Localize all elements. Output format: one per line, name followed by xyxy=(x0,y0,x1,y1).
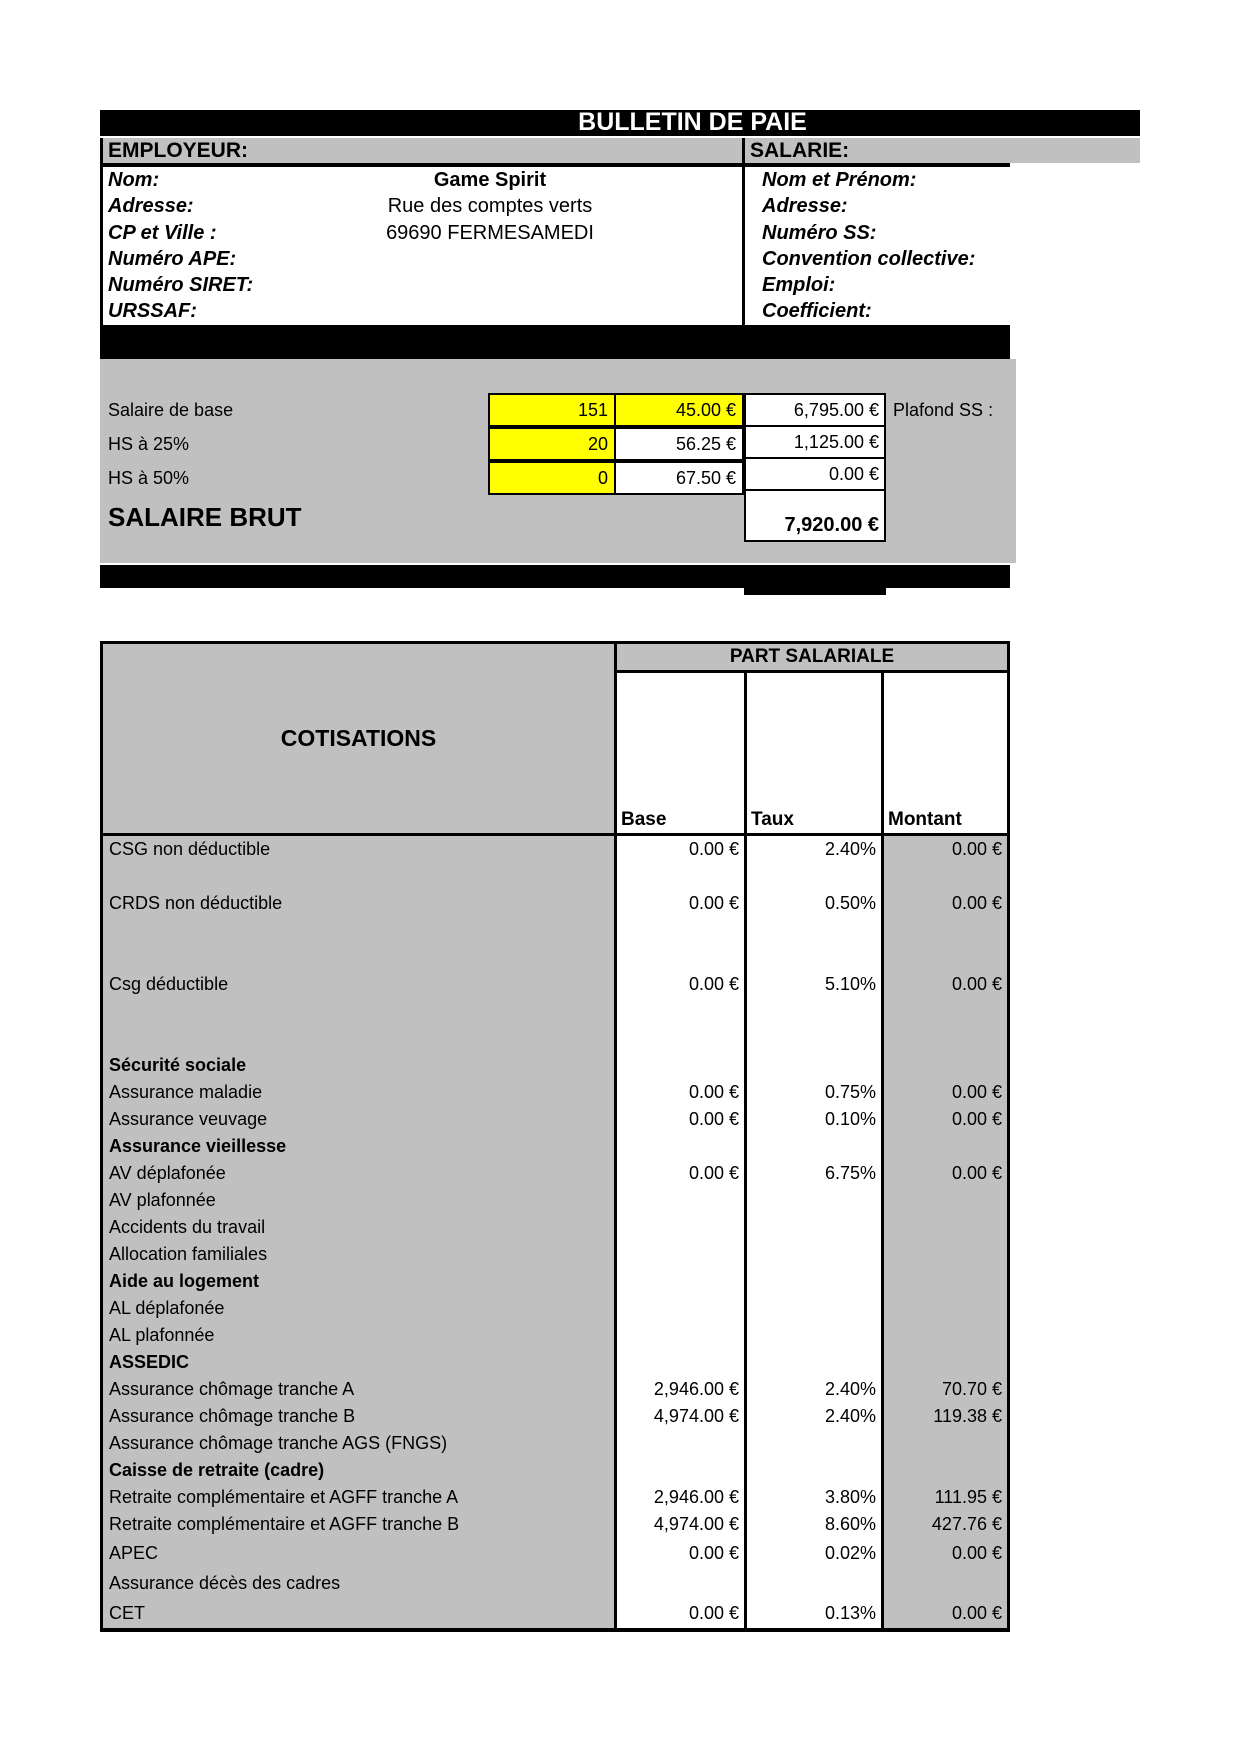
cotisation-montant-cell: 0.00 € xyxy=(884,1160,1007,1187)
cotisation-montant-cell xyxy=(884,1133,1007,1160)
cotisation-montant-cell: 427.76 € xyxy=(884,1511,1007,1538)
section-header-band xyxy=(100,138,1140,163)
cotisation-label: ASSEDIC xyxy=(103,1349,617,1376)
cotisation-base-cell: 4,974.00 € xyxy=(617,1403,747,1430)
cotisation-montant-cell xyxy=(884,1568,1007,1598)
amount-column-border-tab xyxy=(744,565,886,595)
cotisation-taux-cell: 3.80% xyxy=(747,1484,884,1511)
cotisation-label: Caisse de retraite (cadre) xyxy=(103,1457,617,1484)
employer-field-value: Rue des comptes verts xyxy=(387,195,593,218)
cotisation-row xyxy=(103,1484,1007,1511)
separator-bar-top xyxy=(100,325,1010,359)
salary-qty-input-cell[interactable]: 151 xyxy=(488,393,616,427)
salary-amount-column xyxy=(744,393,886,542)
cotisation-montant-cell xyxy=(884,1214,1007,1241)
employer-field-label: Nom: xyxy=(108,169,160,191)
cotisation-label: Retraite complémentaire et AGFF tranche A xyxy=(103,1484,617,1511)
cotisation-taux-cell xyxy=(747,1295,884,1322)
cotisation-taux-cell xyxy=(747,1133,884,1160)
cotisation-montant-cell: 119.38 € xyxy=(884,1403,1007,1430)
part-salariale-header: PART SALARIALE xyxy=(617,644,1007,673)
cotisation-label: CRDS non déductible xyxy=(103,890,617,917)
cotisation-row xyxy=(103,1457,1007,1484)
gross-salary-section xyxy=(100,359,1016,563)
column-header-base: Base xyxy=(617,673,747,833)
cotisation-label: Assurance maladie xyxy=(103,1079,617,1106)
cotisation-label: Assurance décès des cadres xyxy=(103,1568,617,1598)
cotisation-base-cell: 0.00 € xyxy=(617,1079,747,1106)
spacer xyxy=(685,272,753,298)
cotisation-row xyxy=(103,863,1007,890)
cotisation-taux-cell xyxy=(747,1214,884,1241)
cotisation-row xyxy=(103,1268,1007,1295)
cotisation-taux-cell xyxy=(747,917,884,944)
cotisation-base-cell: 0.00 € xyxy=(617,1538,747,1568)
employer-field-label: Numéro SIRET: xyxy=(108,274,254,297)
cotisation-base-cell xyxy=(617,1214,747,1241)
cotisation-base-cell xyxy=(617,863,747,890)
cotisation-row xyxy=(103,1430,1007,1457)
employer-field-value: Game Spirit xyxy=(433,169,547,191)
cotisation-label xyxy=(103,917,617,944)
cotisation-taux-cell: 0.50% xyxy=(747,890,884,917)
cotisation-label: APEC xyxy=(103,1538,617,1568)
cotisation-row xyxy=(103,1349,1007,1376)
cotisation-montant-cell xyxy=(884,1430,1007,1457)
cotisation-row xyxy=(103,1025,1007,1052)
cotisation-row xyxy=(103,1322,1007,1349)
cotisation-label: CET xyxy=(103,1598,617,1628)
identity-row xyxy=(103,220,1013,246)
cotisation-montant-cell: 70.70 € xyxy=(884,1376,1007,1403)
column-header-montant: Montant xyxy=(884,673,1007,833)
employee-field-label: Numéro SS: xyxy=(762,221,877,244)
cotisation-taux-cell xyxy=(747,1322,884,1349)
cotisation-label xyxy=(103,944,617,971)
cotisation-montant-cell xyxy=(884,917,1007,944)
cotisation-montant-cell xyxy=(884,1349,1007,1376)
cotisation-taux-cell xyxy=(747,1268,884,1295)
employer-field-value xyxy=(295,246,685,272)
cotisation-row xyxy=(103,1598,1007,1628)
cotisation-row xyxy=(103,1052,1007,1079)
cotisation-taux-cell xyxy=(747,1349,884,1376)
cotisation-taux-cell xyxy=(747,1187,884,1214)
cotisation-montant-cell: 0.00 € xyxy=(884,890,1007,917)
salary-qty-input-cell[interactable]: 0 xyxy=(488,461,616,495)
cotisation-taux-cell xyxy=(747,1025,884,1052)
cotisation-label: Assurance chômage tranche B xyxy=(103,1403,617,1430)
cotisation-montant-cell xyxy=(884,1295,1007,1322)
cotisation-base-cell: 2,946.00 € xyxy=(617,1484,747,1511)
cotisation-montant-cell xyxy=(884,944,1007,971)
employer-field-value: 69690 FERMESAMEDI xyxy=(386,221,594,244)
cotisation-montant-cell: 0.00 € xyxy=(884,1106,1007,1133)
employee-field-label: Emploi: xyxy=(762,274,836,297)
cotisation-label: Retraite complémentaire et AGFF tranche B xyxy=(103,1511,617,1538)
salary-row-label: HS à 25% xyxy=(108,434,190,454)
cotisation-base-cell: 4,974.00 € xyxy=(617,1511,747,1538)
cotisation-base-cell xyxy=(617,1568,747,1598)
employer-field-value xyxy=(295,298,685,324)
cotisation-label: AL plafonnée xyxy=(103,1322,617,1349)
cotisation-montant-cell xyxy=(884,1025,1007,1052)
cotisation-label: Csg déductible xyxy=(103,971,617,998)
cotisation-label: AV déplafonée xyxy=(103,1160,617,1187)
spacer xyxy=(685,246,753,272)
page-title: BULLETIN DE PAIE xyxy=(578,108,807,136)
cotisation-taux-cell xyxy=(747,1052,884,1079)
cotisation-row xyxy=(103,836,1007,863)
cotisation-base-cell: 0.00 € xyxy=(617,1106,747,1133)
identity-row xyxy=(103,298,1013,324)
employer-field-label: Adresse: xyxy=(108,195,194,218)
cotisation-montant-cell: 0.00 € xyxy=(884,1538,1007,1568)
cotisation-label: Assurance veuvage xyxy=(103,1106,617,1133)
cotisation-montant-cell xyxy=(884,1457,1007,1484)
cotisation-label: AV plafonnée xyxy=(103,1187,617,1214)
cotisation-label: Assurance vieillesse xyxy=(103,1133,617,1160)
employer-field-value xyxy=(295,272,685,298)
employee-field-label: Adresse: xyxy=(762,195,848,218)
employer-field-label: CP et Ville : xyxy=(108,221,217,244)
identity-row xyxy=(103,272,1013,298)
title-bar xyxy=(100,110,1140,136)
cotisations-title: COTISATIONS xyxy=(103,644,617,833)
cotisation-label: AL déplafonée xyxy=(103,1295,617,1322)
cotisation-row xyxy=(103,1187,1007,1214)
employer-field-label: Numéro APE: xyxy=(108,247,237,270)
cotisation-taux-cell xyxy=(747,1430,884,1457)
cotisation-montant-cell: 0.00 € xyxy=(884,836,1007,863)
cotisation-row xyxy=(103,1295,1007,1322)
employee-field-label: Coefficient: xyxy=(762,300,872,323)
cotisation-row xyxy=(103,998,1007,1025)
cotisation-base-cell xyxy=(617,998,747,1025)
cotisation-base-cell xyxy=(617,1430,747,1457)
cotisation-base-cell: 0.00 € xyxy=(617,971,747,998)
plafond-ss-label: Plafond SS : xyxy=(893,400,994,420)
cotisation-row xyxy=(103,1160,1007,1187)
cotisation-taux-cell: 0.13% xyxy=(747,1598,884,1628)
cotisation-montant-cell xyxy=(884,1322,1007,1349)
cotisation-row xyxy=(103,890,1007,917)
cotisation-label: Assurance chômage tranche A xyxy=(103,1376,617,1403)
cotisations-table xyxy=(100,641,1010,1632)
cotisation-base-cell: 0.00 € xyxy=(617,1598,747,1628)
cotisation-base-cell: 2,946.00 € xyxy=(617,1376,747,1403)
identity-block xyxy=(103,167,1013,325)
cotisation-taux-cell xyxy=(747,1241,884,1268)
cotisation-base-cell xyxy=(617,1187,747,1214)
gross-salary-amount: 7,920.00 € xyxy=(784,514,879,536)
cotisation-montant-cell: 0.00 € xyxy=(884,1598,1007,1628)
cotisation-base-cell xyxy=(617,1295,747,1322)
cotisation-base-cell: 0.00 € xyxy=(617,890,747,917)
cotisation-base-cell xyxy=(617,1133,747,1160)
part-salariale-block xyxy=(617,644,1007,833)
cotisation-montant-cell xyxy=(884,998,1007,1025)
cotisation-taux-cell: 2.40% xyxy=(747,836,884,863)
cotisation-montant-cell xyxy=(884,1052,1007,1079)
cotisation-label: Allocation familiales xyxy=(103,1241,617,1268)
cotisation-taux-cell xyxy=(747,998,884,1025)
spacer xyxy=(685,298,753,324)
cotisations-rows xyxy=(103,836,1007,1628)
spacer xyxy=(685,193,753,219)
identity-row xyxy=(103,246,1013,272)
gross-salary-label: SALAIRE BRUT xyxy=(108,502,302,532)
cotisation-row xyxy=(103,971,1007,998)
cotisation-taux-cell: 6.75% xyxy=(747,1160,884,1187)
cotisation-label: Aide au logement xyxy=(103,1268,617,1295)
cotisation-base-cell xyxy=(617,1025,747,1052)
cotisation-row xyxy=(103,1538,1007,1568)
spacer xyxy=(685,167,753,193)
employee-field-label: Nom et Prénom: xyxy=(762,169,917,191)
cotisation-label: Assurance chômage tranche AGS (FNGS) xyxy=(103,1430,617,1457)
cotisation-label xyxy=(103,1025,617,1052)
cotisation-row xyxy=(103,917,1007,944)
salary-rate-cell[interactable]: 56.25 € xyxy=(616,427,744,461)
cotisation-taux-cell xyxy=(747,863,884,890)
cotisation-base-cell xyxy=(617,917,747,944)
cotisation-montant-cell: 0.00 € xyxy=(884,1079,1007,1106)
cotisation-row xyxy=(103,1241,1007,1268)
spacer xyxy=(685,220,753,246)
cotisation-taux-cell: 2.40% xyxy=(747,1403,884,1430)
cotisation-montant-cell xyxy=(884,1268,1007,1295)
cotisation-row xyxy=(103,1214,1007,1241)
cotisation-montant-cell xyxy=(884,1187,1007,1214)
cotisation-row xyxy=(103,1376,1007,1403)
cotisations-table-header xyxy=(103,644,1007,836)
identity-row xyxy=(103,167,1013,193)
cotisation-row xyxy=(103,1133,1007,1160)
salary-qty-input-cell[interactable]: 20 xyxy=(488,427,616,461)
cotisation-label: Sécurité sociale xyxy=(103,1052,617,1079)
cotisation-montant-cell xyxy=(884,863,1007,890)
salary-row-label: HS à 50% xyxy=(108,468,190,488)
salary-rate-cell[interactable]: 45.00 € xyxy=(616,393,744,427)
cotisation-taux-cell: 0.75% xyxy=(747,1079,884,1106)
cotisation-base-cell: 0.00 € xyxy=(617,836,747,863)
cotisation-label: Accidents du travail xyxy=(103,1214,617,1241)
employer-section-header: EMPLOYEUR: xyxy=(108,139,249,162)
salary-amount-cell: 0.00 € xyxy=(746,459,884,491)
cotisation-base-cell xyxy=(617,1268,747,1295)
identity-row xyxy=(103,193,1013,219)
cotisation-taux-cell: 0.02% xyxy=(747,1538,884,1568)
cotisation-row xyxy=(103,1106,1007,1133)
cotisation-montant-cell: 111.95 € xyxy=(884,1484,1007,1511)
cotisation-montant-cell: 0.00 € xyxy=(884,971,1007,998)
employee-section-header: SALARIE: xyxy=(750,139,850,162)
cotisation-label xyxy=(103,863,617,890)
cotisation-base-cell xyxy=(617,1322,747,1349)
column-header-cells xyxy=(617,673,1007,833)
cotisation-taux-cell: 8.60% xyxy=(747,1511,884,1538)
cotisation-taux-cell xyxy=(747,1568,884,1598)
cotisation-row xyxy=(103,944,1007,971)
cotisation-base-cell xyxy=(617,1241,747,1268)
cotisation-taux-cell: 0.10% xyxy=(747,1106,884,1133)
salary-row-label: Salaire de base xyxy=(108,400,234,420)
cotisation-base-cell xyxy=(617,1349,747,1376)
cotisation-label xyxy=(103,998,617,1025)
cotisation-row xyxy=(103,1568,1007,1598)
salary-amount-cell: 6,795.00 € xyxy=(746,395,884,427)
cotisation-taux-cell xyxy=(747,1457,884,1484)
salary-amount-cell: 1,125.00 € xyxy=(746,427,884,459)
employee-field-label: Convention collective: xyxy=(762,247,976,270)
cotisation-row xyxy=(103,1403,1007,1430)
cotisation-row xyxy=(103,1511,1007,1538)
cotisation-row xyxy=(103,1079,1007,1106)
cotisation-label: CSG non déductible xyxy=(103,836,617,863)
cotisation-base-cell xyxy=(617,1457,747,1484)
employer-field-label: URSSAF: xyxy=(108,300,197,323)
column-header-taux: Taux xyxy=(747,673,884,833)
salary-rate-cell[interactable]: 67.50 € xyxy=(616,461,744,495)
cotisation-taux-cell: 5.10% xyxy=(747,971,884,998)
cotisation-base-cell: 0.00 € xyxy=(617,1160,747,1187)
cotisation-taux-cell xyxy=(747,944,884,971)
cotisation-base-cell xyxy=(617,1052,747,1079)
cotisation-montant-cell xyxy=(884,1241,1007,1268)
cotisation-base-cell xyxy=(617,944,747,971)
cotisation-taux-cell: 2.40% xyxy=(747,1376,884,1403)
